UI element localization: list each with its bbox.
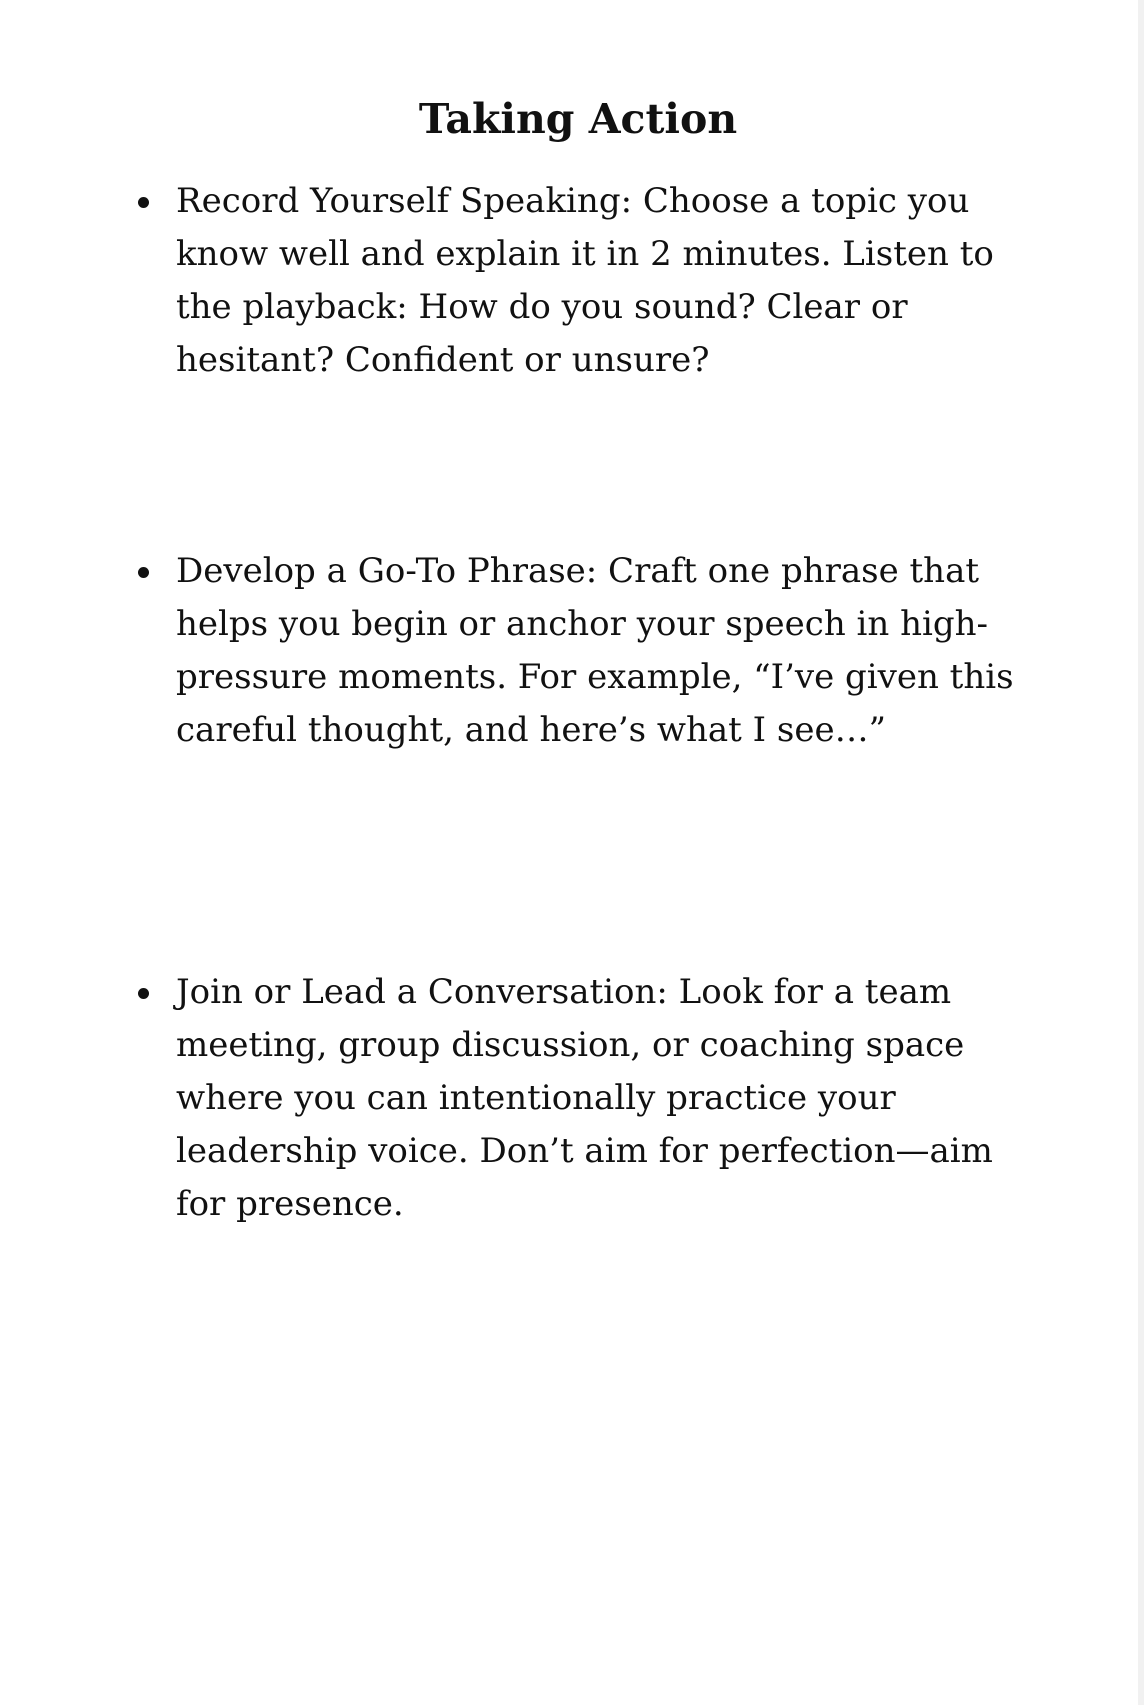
bullet-icon xyxy=(138,197,149,208)
bullet-icon xyxy=(138,988,149,999)
list-item-text: Record Yourself Speaking: Choose a topic you know well and explain it in 2 minutes. Listen to the playback: How do you sound? Clear or hesitant? Confident or unsure? xyxy=(176,181,994,380)
bullet-icon xyxy=(138,567,149,578)
page-title: Taking Action xyxy=(418,95,738,144)
page-edge xyxy=(1138,0,1144,1705)
list-item-text: Join or Lead a Conversation: Look for a team meeting, group discussion, or coaching space where you can intentionally practice your leadership voice. Don’t aim for perfection—aim for presence. xyxy=(176,972,993,1224)
list-item-text: Develop a Go-To Phrase: Craft one phrase that helps you begin or anchor your speech in high-pressure moments. For example, “I’ve given this careful thought, and here’s what I see…” xyxy=(176,551,1014,750)
